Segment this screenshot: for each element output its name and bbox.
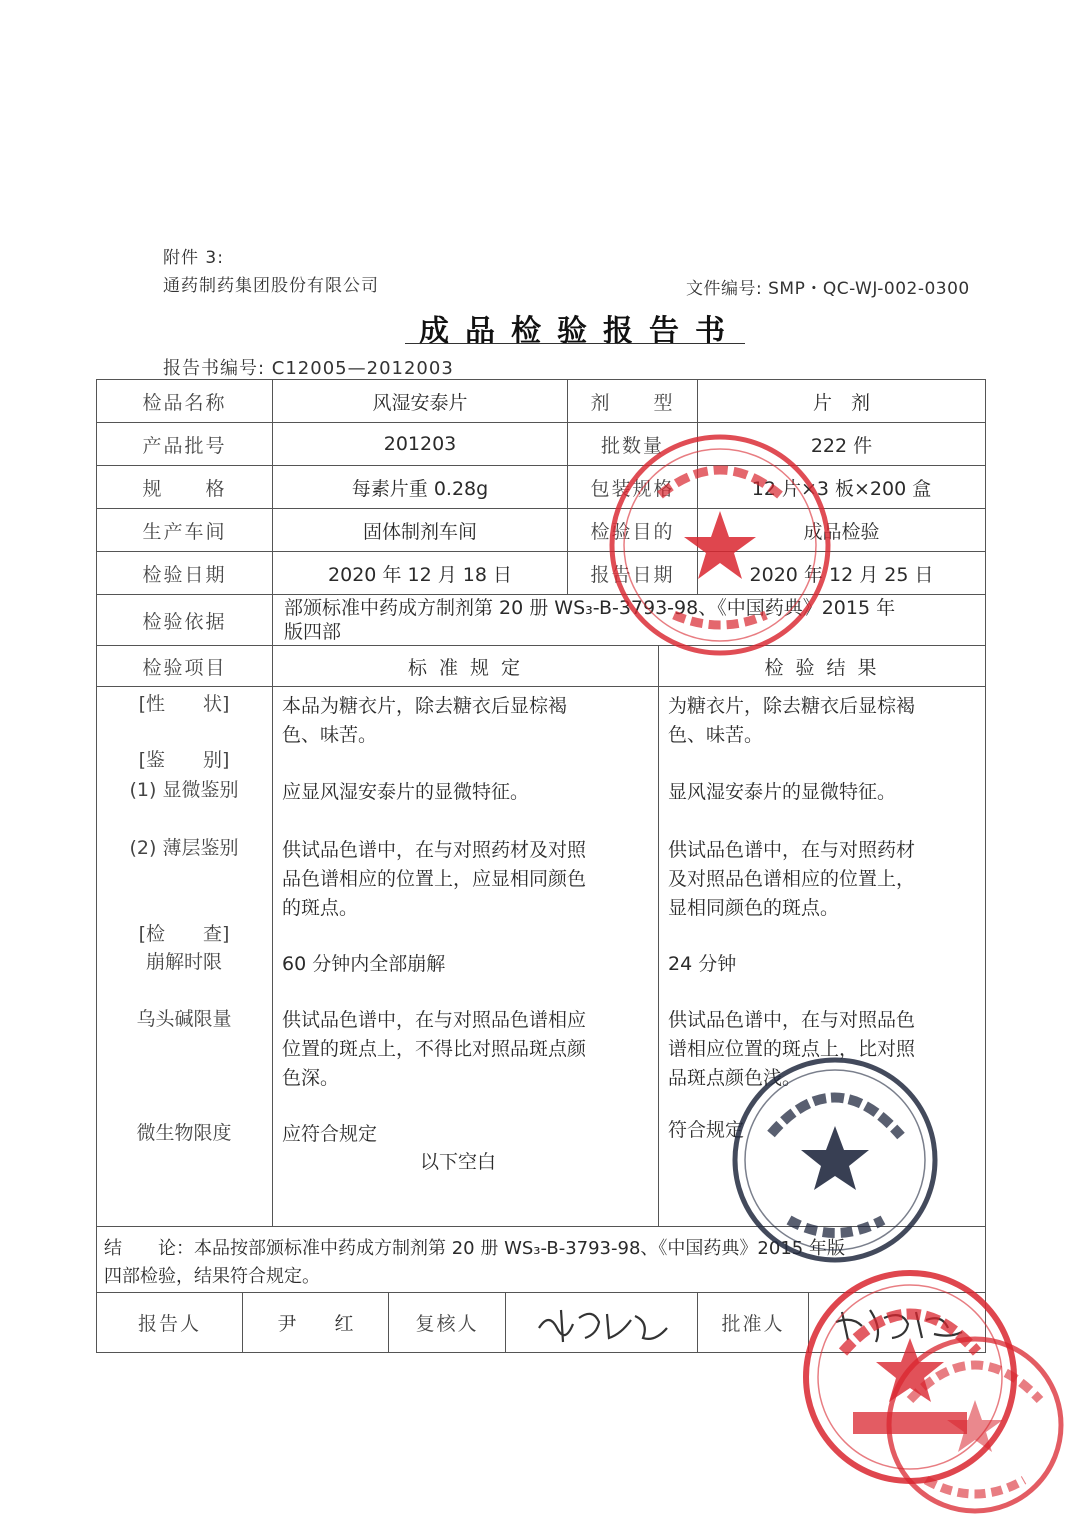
value-product-name: 风湿安泰片 — [372, 391, 468, 414]
res-aconitine-3: 品斑点颜色浅。 — [668, 1067, 802, 1089]
item-inspection: [检 查] — [138, 923, 230, 945]
res-microbial: 符合规定 — [668, 1119, 745, 1141]
page-title: 成品检验报告书 — [419, 314, 741, 349]
std-aconitine-1: 供试品色谱中，在与对照品色谱相应 — [282, 1009, 587, 1031]
reporter-name: 尹 红 — [277, 1313, 354, 1335]
std-microbial: 应符合规定 — [282, 1123, 378, 1145]
label-spec: 规 格 — [142, 477, 227, 500]
value-batch-qty: 222 件 — [810, 434, 873, 457]
res-disintegration: 24 分钟 — [668, 953, 737, 975]
res-aconitine-2: 谱相应位置的斑点上，比对照 — [668, 1038, 916, 1060]
item-microbial: 微生物限度 — [136, 1122, 232, 1144]
std-appearance-1: 本品为糖衣片，除去糖衣后显棕褐 — [282, 695, 568, 717]
attachment-label: 附件 3: — [163, 248, 224, 268]
reviewer-signature — [506, 1293, 697, 1352]
res-appearance-1: 为糖衣片，除去糖衣后显棕褐 — [668, 695, 916, 717]
value-batch-no: 201203 — [383, 433, 457, 455]
res-tlc-3: 显相同颜色的斑点。 — [668, 897, 840, 919]
label-purpose: 检验目的 — [590, 520, 675, 543]
report-number: 报告书编号: C12005—2012003 — [163, 358, 454, 379]
value-basis-line2: 版四部 — [284, 621, 342, 643]
label-report-date: 报告日期 — [590, 563, 675, 586]
value-package: 12 片×3 板×200 盒 — [751, 477, 932, 500]
std-tlc-1: 供试品色谱中，在与对照药材及对照 — [282, 839, 587, 861]
value-spec: 每素片重 0.28g — [351, 477, 489, 500]
res-tlc-2: 及对照品色谱相应的位置上， — [668, 868, 916, 890]
stamp-qc-seal — [880, 1330, 1070, 1524]
label-product-name: 检品名称 — [142, 391, 227, 414]
std-aconitine-3: 色深。 — [282, 1067, 340, 1089]
value-report-date: 2020 年 12 月 25 日 — [749, 563, 934, 586]
value-test-date: 2020 年 12 月 18 日 — [328, 563, 512, 586]
res-tlc-1: 供试品色谱中，在与对照药材 — [668, 839, 916, 861]
conclusion-line1: 结 论：本品按部颁标准中药成方制剂第 20 册 WS₃-B-3793-98、《中国药典》2015 年版 — [104, 1238, 845, 1259]
label-batch-no: 产品批号 — [142, 434, 227, 457]
file-number: 文件编号: SMP・QC-WJ-002-0300 — [686, 279, 970, 299]
col-header-item: 检验项目 — [142, 656, 227, 679]
std-tlc-2: 品色谱相应的位置上，应显相同颜色 — [282, 868, 587, 890]
res-microscopic: 显风湿安泰片的显微特征。 — [668, 781, 897, 803]
value-purpose: 成品检验 — [803, 520, 880, 543]
conclusion-line2: 四部检验，结果符合规定。 — [104, 1266, 320, 1287]
label-batch-qty: 批数量 — [600, 434, 664, 457]
value-dosage-form: 片 剂 — [812, 391, 870, 414]
std-blank-note: 以下空白 — [420, 1151, 497, 1173]
label-test-date: 检验日期 — [142, 563, 227, 586]
std-appearance-2: 色、味苦。 — [282, 724, 378, 746]
value-basis-line1: 部颁标准中药成方制剂第 20 册 WS₃-B-3793-98、《中国药典》2015 年 — [284, 597, 896, 619]
std-microscopic: 应显风湿安泰片的显微特征。 — [282, 781, 530, 803]
item-tlc: (2) 薄层鉴别 — [129, 837, 239, 859]
label-package: 包装规格 — [590, 477, 675, 500]
item-identification: [鉴 别] — [138, 749, 230, 771]
reviewer-label: 复核人 — [415, 1313, 479, 1335]
std-tlc-3: 的斑点。 — [282, 897, 359, 919]
item-disintegration: 崩解时限 — [145, 951, 222, 973]
res-aconitine-1: 供试品色谱中，在与对照品色 — [668, 1009, 916, 1031]
label-basis: 检验依据 — [142, 610, 227, 633]
approver-label: 批准人 — [721, 1313, 785, 1335]
col-header-result: 检 验 结 果 — [764, 656, 880, 679]
title-underline — [405, 343, 745, 344]
label-dosage-form: 剂 型 — [590, 391, 675, 414]
item-appearance: [性 状] — [138, 693, 230, 715]
reporter-label: 报告人 — [137, 1313, 201, 1335]
std-aconitine-2: 位置的斑点上，不得比对照品斑点颜 — [282, 1038, 587, 1060]
res-appearance-2: 色、味苦。 — [668, 724, 764, 746]
company-name: 通药制药集团股份有限公司 — [163, 276, 379, 296]
item-microscopic: (1) 显微鉴别 — [129, 779, 239, 801]
value-workshop: 固体制剂车间 — [362, 520, 477, 543]
col-header-standard: 标 准 规 定 — [407, 656, 524, 679]
stamp-quality-dept-small — [600, 425, 840, 669]
stamp-qa-dept — [725, 1050, 945, 1274]
item-aconitine: 乌头碱限量 — [136, 1008, 232, 1030]
label-workshop: 生产车间 — [142, 520, 227, 543]
std-disintegration: 60 分钟内全部崩解 — [282, 953, 446, 975]
